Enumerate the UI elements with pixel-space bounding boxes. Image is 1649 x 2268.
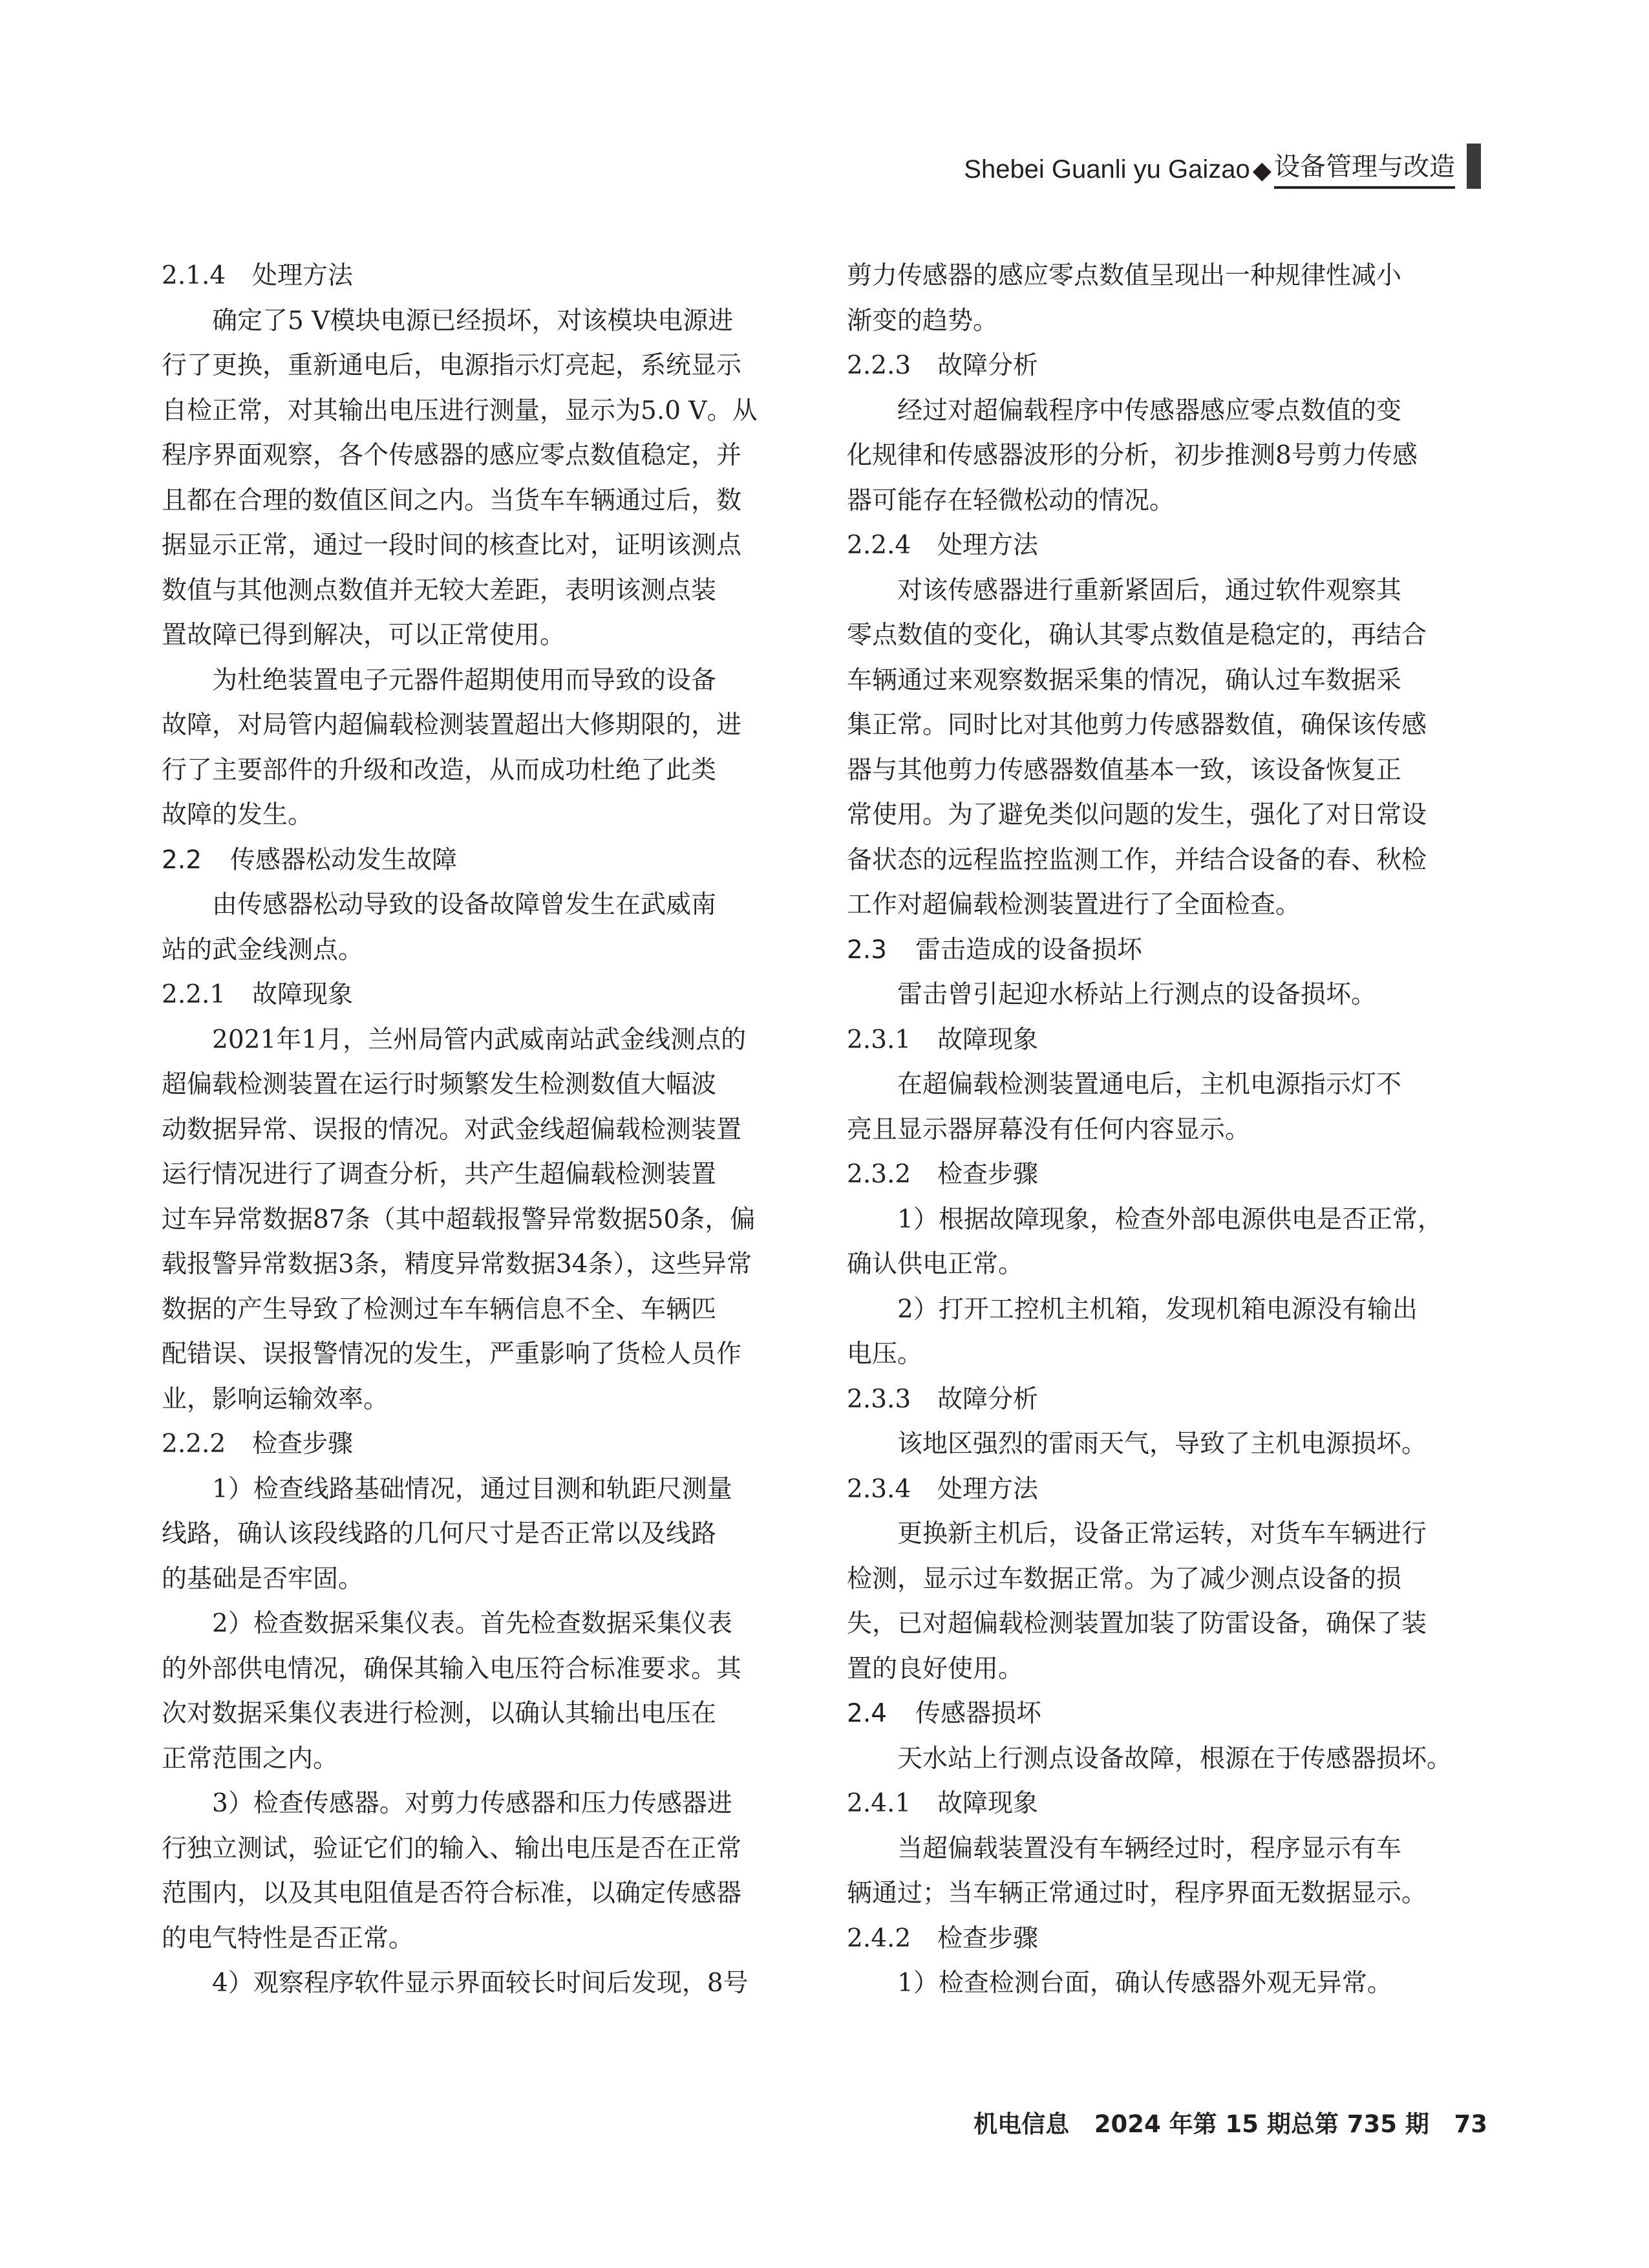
heading-number: 2.2.4 xyxy=(847,531,911,560)
text-line: 当超偏载装置没有车辆经过时，程序显示有车 xyxy=(897,1834,1402,1863)
heading-number: 2.2.2 xyxy=(162,1429,226,1459)
heading-title: 检查步骤 xyxy=(937,1923,1039,1953)
text-line: 器与其他剪力传感器数值基本一致，该设备恢复正 xyxy=(847,755,1402,785)
text-line: 置故障已得到解决，可以正常使用。 xyxy=(162,621,566,650)
paragraph xyxy=(847,1512,1487,1691)
text-line: 的外部供电情况，确保其输入电压符合标准要求。其 xyxy=(162,1654,742,1684)
heading-number: 2.2.3 xyxy=(847,351,911,380)
text-line: 行了主要部件的升级和改造，从而成功杜绝了此类 xyxy=(162,755,717,785)
text-line: 该地区强烈的雷雨天气，导致了主机电源损坏。 xyxy=(897,1429,1427,1459)
paragraph xyxy=(162,1961,802,2006)
text-line: 置的良好使用。 xyxy=(847,1654,1024,1684)
text-line: 工作对超偏载检测装置进行了全面检查。 xyxy=(847,890,1301,919)
paragraph xyxy=(847,1826,1487,1916)
heading-title: 雷击造成的设备损坏 xyxy=(915,935,1143,965)
header-chinese-title: 设备管理与改造 xyxy=(1274,154,1455,189)
text-line: 对该传感器进行重新紧固后，通过软件观察其 xyxy=(897,575,1402,605)
heading-title: 故障现象 xyxy=(252,980,354,1009)
text-line: 天水站上行测点设备故障，根源在于传感器损坏。 xyxy=(897,1744,1452,1773)
text-line: 器可能存在轻微松动的情况。 xyxy=(847,486,1175,515)
text-line: 集正常。同时比对其他剪力传感器数值，确保该传感 xyxy=(847,711,1427,740)
paragraph xyxy=(162,1601,802,1781)
subsection-heading xyxy=(847,1377,1487,1422)
heading-title: 处理方法 xyxy=(937,1474,1039,1504)
paragraph xyxy=(162,1781,802,1961)
text-line: 2）检查数据采集仪表。首先检查数据采集仪表 xyxy=(212,1609,732,1638)
section-heading xyxy=(162,838,802,883)
paragraph xyxy=(162,299,802,658)
text-line: 业，影响运输效率。 xyxy=(162,1384,389,1414)
text-line: 电压。 xyxy=(847,1340,923,1369)
text-line: 范围内，以及其电阻值是否符合标准，以确定传感器 xyxy=(162,1879,742,1908)
heading-title: 传感器松动发生故障 xyxy=(230,845,458,875)
heading-title: 处理方法 xyxy=(937,531,1039,560)
heading-number: 2.2 xyxy=(162,845,202,875)
subsection-heading xyxy=(162,253,802,299)
text-line: 故障，对局管内超偏载检测装置超出大修期限的，进 xyxy=(162,711,742,740)
text-line: 据显示正常，通过一段时间的核查比对，证明该测点 xyxy=(162,531,742,560)
text-line: 零点数值的变化，确认其零点数值是稳定的，再结合 xyxy=(847,621,1427,650)
text-line: 4）观察程序软件显示界面较长时间后发现，8号 xyxy=(212,1969,749,1998)
heading-number: 2.3 xyxy=(847,935,888,965)
text-line: 3）检查传感器。对剪力传感器和压力传感器进 xyxy=(212,1789,732,1818)
paragraph xyxy=(847,1197,1487,1287)
heading-number: 2.2.1 xyxy=(162,980,226,1009)
paragraph xyxy=(847,1961,1487,2006)
text-line: 行独立测试，验证它们的输入、输出电压是否在正常 xyxy=(162,1834,742,1863)
heading-title: 故障分析 xyxy=(937,351,1039,380)
text-line: 数据的产生导致了检测过车车辆信息不全、车辆匹 xyxy=(162,1294,717,1324)
header-bar-decoration xyxy=(1467,144,1481,189)
heading-title: 传感器损坏 xyxy=(915,1699,1042,1728)
heading-number: 2.4.2 xyxy=(847,1923,911,1953)
text-line: 配错误、误报警情况的发生，严重影响了货检人员作 xyxy=(162,1340,742,1369)
heading-title: 故障现象 xyxy=(937,1025,1039,1054)
text-line: 故障的发生。 xyxy=(162,800,314,829)
text-line: 辆通过；当车辆正常通过时，程序界面无数据显示。 xyxy=(847,1879,1427,1908)
section-heading xyxy=(847,1691,1487,1737)
paragraph xyxy=(847,253,1487,343)
paragraph xyxy=(847,568,1487,928)
text-line: 的电气特性是否正常。 xyxy=(162,1923,414,1953)
paragraph xyxy=(162,1018,802,1422)
text-line: 行了更换，重新通电后，电源指示灯亮起，系统显示 xyxy=(162,351,742,380)
text-line: 雷击曾引起迎水桥站上行测点的设备损坏。 xyxy=(897,980,1377,1009)
paragraph xyxy=(847,1737,1487,1782)
text-line: 运行情况进行了调查分析，共产生超偏载检测装置 xyxy=(162,1160,717,1189)
diamond-icon: ◆ xyxy=(1252,156,1271,184)
heading-number: 2.3.3 xyxy=(847,1384,911,1414)
subsection-heading xyxy=(847,1467,1487,1512)
heading-number: 2.3.2 xyxy=(847,1160,911,1189)
heading-number: 2.4 xyxy=(847,1699,888,1728)
paragraph xyxy=(847,1287,1487,1377)
heading-number: 2.3.1 xyxy=(847,1025,911,1054)
section-heading xyxy=(847,928,1487,973)
running-header xyxy=(964,144,1481,189)
text-line: 且都在合理的数值区间之内。当货车车辆通过后，数 xyxy=(162,486,742,515)
subsection-heading xyxy=(162,1422,802,1467)
subsection-heading xyxy=(162,972,802,1018)
text-line: 在超偏载检测装置通电后，主机电源指示灯不 xyxy=(897,1070,1402,1099)
paragraph xyxy=(162,658,802,838)
text-line: 由传感器松动导致的设备故障曾发生在武威南 xyxy=(212,890,717,919)
text-line: 确认供电正常。 xyxy=(847,1250,1024,1279)
heading-title: 故障分析 xyxy=(937,1384,1039,1414)
text-line: 正常范围之内。 xyxy=(162,1744,339,1773)
text-line: 剪力传感器的感应零点数值呈现出一种规律性减小 xyxy=(847,261,1402,290)
text-line: 载报警异常数据3条，精度异常数据34条），这些异常 xyxy=(162,1250,752,1279)
paragraph xyxy=(847,972,1487,1018)
heading-title: 处理方法 xyxy=(252,261,354,290)
heading-title: 故障现象 xyxy=(937,1789,1039,1818)
text-line: 失，已对超偏载检测装置加装了防雷设备，确保了装 xyxy=(847,1609,1427,1638)
text-line: 动数据异常、误报的情况。对武金线超偏载检测装置 xyxy=(162,1115,742,1144)
page-footer xyxy=(973,2104,1487,2139)
text-line: 2）打开工控机主机箱，发现机箱电源没有输出 xyxy=(897,1294,1418,1324)
subsection-heading xyxy=(847,523,1487,568)
subsection-heading xyxy=(847,1781,1487,1826)
footer-journal-name: 机电信息 xyxy=(973,2110,1070,2138)
text-line: 1）检查线路基础情况，通过目测和轨距尺测量 xyxy=(212,1474,732,1504)
text-line: 化规律和传感器波形的分析，初步推测8号剪力传感 xyxy=(847,441,1418,470)
text-line: 过车异常数据87条（其中超载报警异常数据50条，偏 xyxy=(162,1204,756,1234)
footer-page-number: 73 xyxy=(1454,2110,1487,2138)
subsection-heading xyxy=(847,1018,1487,1063)
heading-title: 检查步骤 xyxy=(252,1429,354,1459)
text-line: 2021年1月，兰州局管内武威南站武金线测点的 xyxy=(212,1025,747,1054)
text-line: 自检正常，对其输出电压进行测量，显示为5.0 V。从 xyxy=(162,396,758,425)
text-line: 1）根据故障现象，检查外部电源供电是否正常， xyxy=(897,1204,1443,1234)
text-line: 1）检查检测台面，确认传感器外观无异常。 xyxy=(897,1969,1392,1998)
subsection-heading xyxy=(847,1916,1487,1962)
paragraph xyxy=(162,883,802,972)
text-line: 经过对超偏载程序中传感器感应零点数值的变 xyxy=(897,396,1402,425)
text-line: 次对数据采集仪表进行检测，以确认其输出电压在 xyxy=(162,1699,717,1728)
text-line: 为杜绝装置电子元器件超期使用而导致的设备 xyxy=(212,665,717,695)
subsection-heading xyxy=(847,343,1487,389)
left-column xyxy=(162,253,802,2006)
header-english-title: Shebei Guanli yu Gaizao xyxy=(964,155,1250,184)
paragraph xyxy=(847,1062,1487,1152)
heading-number: 2.4.1 xyxy=(847,1789,911,1818)
text-line: 数值与其他测点数值并无较大差距，表明该测点装 xyxy=(162,575,717,605)
text-line: 超偏载检测装置在运行时频繁发生检测数值大幅波 xyxy=(162,1070,717,1099)
heading-title: 检查步骤 xyxy=(937,1160,1039,1189)
paragraph xyxy=(847,389,1487,524)
text-line: 的基础是否牢固。 xyxy=(162,1564,364,1594)
subsection-heading xyxy=(847,1152,1487,1197)
text-line: 站的武金线测点。 xyxy=(162,935,364,965)
text-line: 程序界面观察，各个传感器的感应零点数值稳定，并 xyxy=(162,441,742,470)
heading-number: 2.3.4 xyxy=(847,1474,911,1504)
text-line: 亮且显示器屏幕没有任何内容显示。 xyxy=(847,1115,1251,1144)
text-line: 备状态的远程监控监测工作，并结合设备的春、秋检 xyxy=(847,845,1427,875)
footer-issue: 2024 年第 15 期总第 735 期 xyxy=(1094,2110,1429,2138)
text-line: 检测，显示过车数据正常。为了减少测点设备的损 xyxy=(847,1564,1402,1594)
text-line: 车辆通过来观察数据采集的情况，确认过车数据采 xyxy=(847,665,1402,695)
right-column xyxy=(847,253,1487,2006)
heading-number: 2.1.4 xyxy=(162,261,226,290)
paragraph xyxy=(162,1467,802,1602)
text-line: 更换新主机后，设备正常运转，对货车车辆进行 xyxy=(897,1519,1427,1548)
paragraph xyxy=(847,1422,1487,1467)
text-line: 常使用。为了避免类似问题的发生，强化了对日常设 xyxy=(847,800,1427,829)
text-line: 确定了5 V模块电源已经损坏，对该模块电源进 xyxy=(212,306,734,336)
text-line: 渐变的趋势。 xyxy=(847,306,999,336)
text-line: 线路，确认该段线路的几何尺寸是否正常以及线路 xyxy=(162,1519,717,1548)
